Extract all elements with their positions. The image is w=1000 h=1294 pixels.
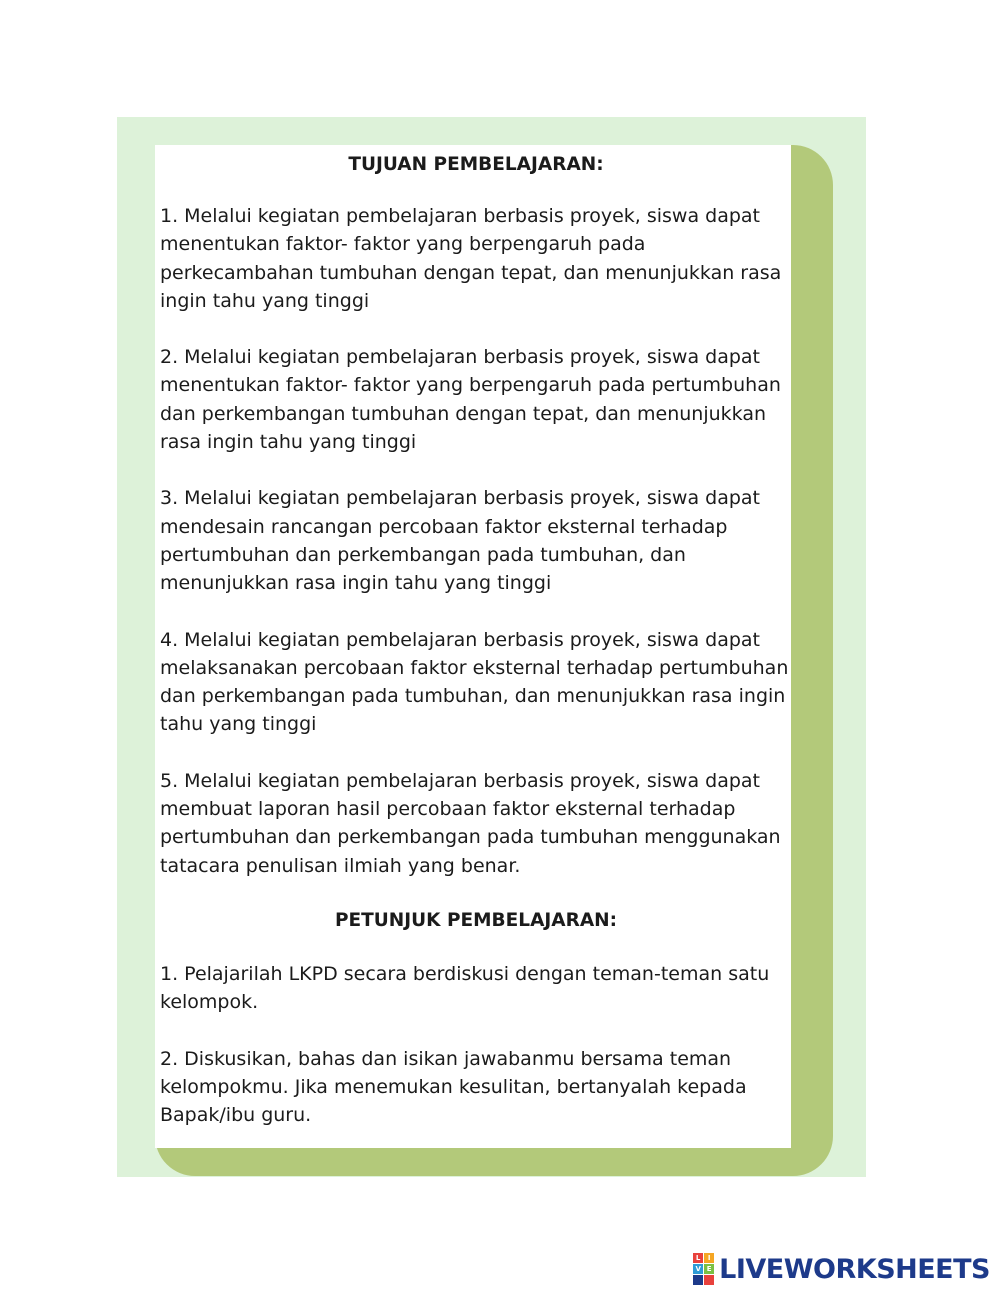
objective-item: 1. Melalui kegiatan pembelajaran berbasis proyek, siswa dapat menentukan faktor- faktor yang berpengaruh pada perkecambahan tumbuhan dengan tepat, dan menunjukkan rasa ingin tahu yang tinggi [160,205,782,312]
liveworksheets-logo[interactable] [693,1254,990,1284]
objectives-heading: TUJUAN PEMBELAJARAN: [348,154,604,175]
objective-item: 4. Melalui kegiatan pembelajaran berbasis proyek, siswa dapat melaksanakan percobaan faktor eksternal terhadap pertumbuhan dan perkembangan pada tumbuhan, dan menunjukkan rasa ingin tahu yang tinggi [160,628,789,736]
objective-item: 2. Melalui kegiatan pembelajaran berbasis proyek, siswa dapat menentukan faktor- faktor yang berpengaruh pada pertumbuhan dan perkembangan tumbuhan dengan tepat, dan menunjukkan rasa ingin tahu yang tinggi [160,346,781,454]
logo-text: LIVEWORKSHEETS [719,1253,990,1285]
instructions-heading: PETUNJUK PEMBELAJARAN: [334,909,618,931]
instruction-item: 2. Diskusikan, bahas dan isikan jawabanmu bersama teman kelompokmu. Jika menemukan kesulitan, bertanyalah kepada Bapak/ibu guru. [160,1047,747,1127]
worksheet-content [160,150,792,1129]
liveworksheets-logo-icon: L I V E [693,1253,714,1285]
objective-item: 3. Melalui kegiatan pembelajaran berbasis proyek, siswa dapat mendesain rancangan percobaan faktor eksternal terhadap pertumbuhan dan perkembangan pada tumbuhan, dan menunjukkan rasa ingin tahu yang tinggi [160,487,761,595]
objective-item: 5. Melalui kegiatan pembelajaran berbasis proyek, siswa dapat membuat laporan hasil percobaan faktor eksternal terhadap pertumbuhan dan perkembangan pada tumbuhan menggunakan tatacara penulisan ilmiah yang benar. [160,769,781,877]
instruction-item: 1. Pelajarilah LKPD secara berdiskusi dengan teman-teman satu kelompok. [160,962,770,1014]
